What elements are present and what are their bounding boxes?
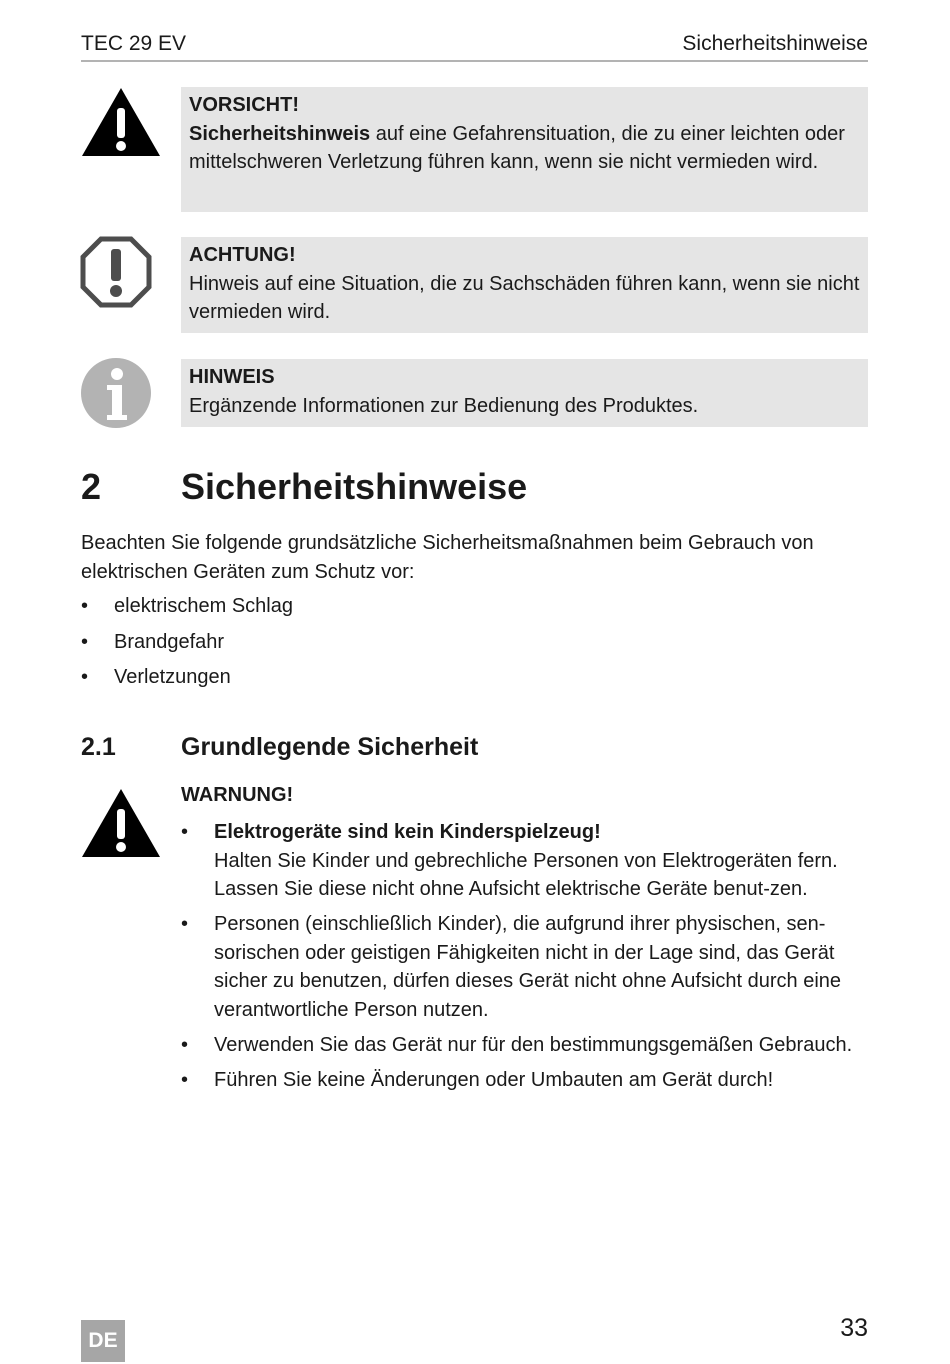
list-item [181, 910, 871, 1024]
warning-item-text: Führen Sie keine Änderungen oder Umbauten am Gerät durch! [214, 1068, 774, 1091]
attention-title: ACHTUNG! [189, 244, 296, 266]
bullet-icon: • [181, 1068, 189, 1091]
bullet-icon: • [81, 595, 89, 617]
caution-body: auf eine Gefahrensituation, die zu einer leichten oder mittelschweren Verletzung führen kann, wenn sie nicht vermieden wird. [189, 122, 845, 173]
warning-triangle-icon [80, 787, 162, 859]
info-note [181, 359, 868, 427]
section-number: 2 [81, 466, 102, 507]
attention-note [181, 237, 868, 333]
subsection-number: 2.1 [81, 733, 116, 761]
caution-title: VORSICHT! [189, 94, 299, 116]
caution-bold-lead: Sicherheitshinweis [189, 122, 371, 145]
warning-item-heading: Elektrogeräte sind kein Kinderspielzeug! [214, 821, 601, 843]
page-header [81, 30, 868, 62]
warning-item-text: Halten Sie Kinder und gebrechliche Personen von Elektrogeräten fern. Lassen Sie diese nicht ohne Aufsicht elektrische Geräte benut-zen. [214, 849, 838, 900]
section-intro: Beachten Sie folgende grundsätzliche Sicherheitsmaßnahmen beim Gebrauch von elektrischen Geräten zum Schutz vor: [81, 532, 814, 583]
info-title: HINWEIS [189, 366, 275, 388]
product-name: TEC 29 EV [81, 32, 187, 55]
info-text: Ergänzende Informationen zur Bedienung des Produktes. [189, 394, 699, 417]
subsection-title: Grundlegende Sicherheit [181, 733, 479, 761]
list-item: • Brandgefahr [81, 628, 871, 664]
chapter-name: Sicherheitshinweise [682, 32, 868, 55]
list-item [181, 1031, 871, 1060]
bullet-icon: • [181, 821, 189, 843]
warning-title: WARNUNG! [181, 784, 294, 806]
page-number: 33 [840, 1314, 868, 1342]
warning-item-text: Personen (einschließlich Kinder), die aufgrund ihrer physischen, sen-sorischen oder geistigen Fähigkeiten nicht in der Lage sind, das Gerät sicher zu benutzen, dürfen dieses Gerät nicht ohne Aufsicht durch eine verantwortliche Person nutzen. [214, 913, 842, 1021]
warning-list [181, 818, 871, 1101]
caution-note [181, 87, 868, 212]
list-item: • Verletzungen [81, 663, 871, 699]
bullet-icon: • [81, 666, 89, 688]
list-item [181, 818, 871, 904]
list-item: • elektrischem Schlag [81, 592, 871, 628]
bullet-icon: • [81, 630, 89, 653]
info-circle-icon [80, 357, 152, 429]
language-badge: DE [81, 1320, 125, 1362]
section-title: Sicherheitshinweise [181, 466, 528, 507]
warning-item-text: Verwenden Sie das Gerät nur für den bestimmungsgemäßen Gebrauch. [214, 1033, 853, 1056]
caution-text [189, 123, 845, 174]
bullet-icon: • [181, 1033, 189, 1056]
octagon-exclamation-icon [80, 236, 152, 308]
attention-text: Hinweis auf eine Situation, die zu Sachschäden führen kann, wenn sie nicht vermieden wird. [189, 272, 860, 323]
bullet-icon: • [181, 913, 189, 935]
hazard-list [81, 592, 871, 699]
list-item [181, 1066, 871, 1095]
warning-triangle-icon [80, 86, 162, 158]
